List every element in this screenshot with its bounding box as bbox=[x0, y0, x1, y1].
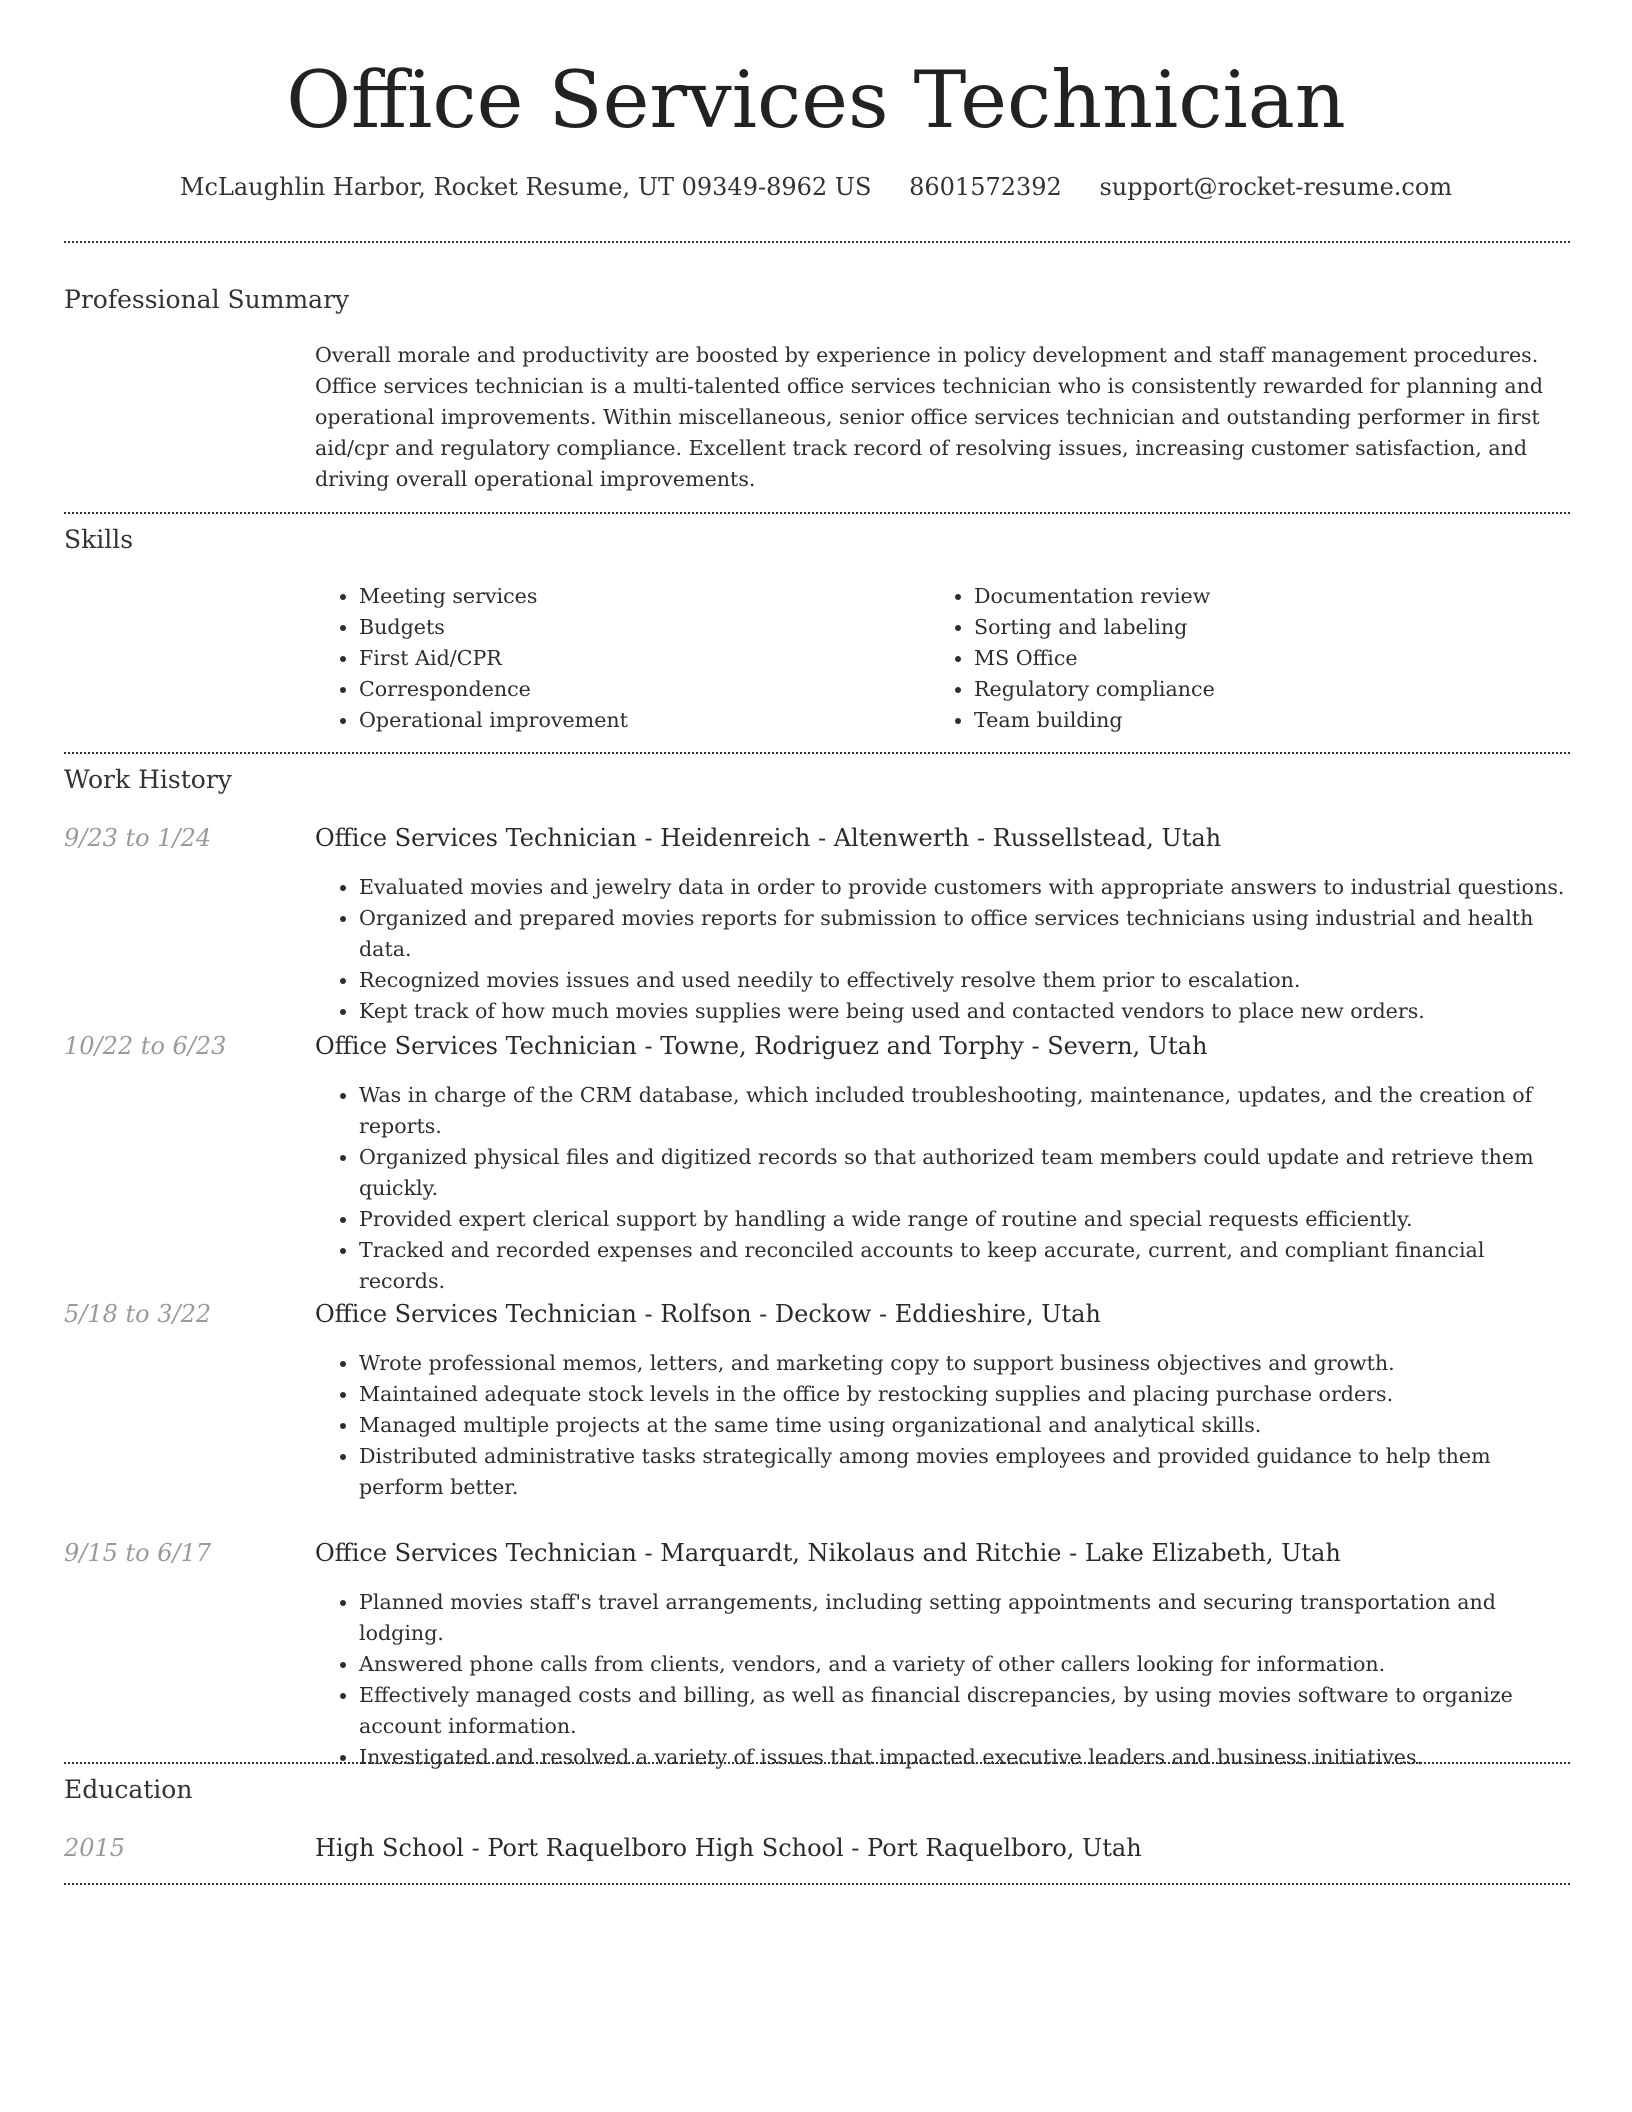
job-bullets bbox=[315, 1080, 1575, 1297]
job-dates: 10/22 to 6/23 bbox=[64, 1032, 227, 1060]
skill-item: • Budgets bbox=[359, 612, 915, 643]
job-bullet: • Organized and prepared movies reports for submission to office services technicians using industrial and health data. bbox=[359, 903, 1575, 965]
skill-item: • MS Office bbox=[974, 643, 1550, 674]
job-bullets bbox=[315, 872, 1575, 1027]
contact-phone: 8601572392 bbox=[909, 173, 1062, 201]
divider bbox=[64, 1883, 1570, 1885]
contact-address: McLaughlin Harbor, Rocket Resume, UT 09349-8962 US bbox=[179, 173, 872, 201]
education-date: 2015 bbox=[64, 1834, 126, 1862]
job-bullet: • Kept track of how much movies supplies were being used and contacted vendors to place new orders. bbox=[359, 996, 1575, 1027]
divider bbox=[64, 512, 1570, 514]
job-bullet: • Distributed administrative tasks strategically among movies employees and provided guidance to help them perform better. bbox=[359, 1441, 1575, 1503]
job-dates: 9/23 to 1/24 bbox=[64, 824, 212, 852]
divider bbox=[64, 241, 1570, 243]
job-bullet: • Recognized movies issues and used needily to effectively resolve them prior to escalation. bbox=[359, 965, 1575, 996]
job-bullet: • Managed multiple projects at the same time using organizational and analytical skills. bbox=[359, 1410, 1575, 1441]
job-title: Office Services Technician - Rolfson - Deckow - Eddieshire, Utah bbox=[315, 1300, 1101, 1328]
job-bullets bbox=[315, 1587, 1575, 1773]
skills-right-column bbox=[930, 581, 1550, 736]
skills-heading: Skills bbox=[64, 525, 134, 554]
job-bullet: • Evaluated movies and jewelry data in order to provide customers with appropriate answers to industrial questions. bbox=[359, 872, 1575, 903]
job-bullet: • Investigated and resolved a variety of issues that impacted executive leaders and business initiatives. bbox=[359, 1742, 1575, 1773]
education-heading: Education bbox=[64, 1775, 193, 1804]
summary-text: Overall morale and productivity are boosted by experience in policy development and staff management procedures. Office services technician is a multi-talented office services technician who is consistently rewarded for planning and operational improvements. Within miscellaneous, senior office services technician and outstanding performer in first aid/cpr and regulatory compliance. Excellent track record of resolving issues, increasing customer satisfaction, and driving overall operational improvements. bbox=[315, 343, 1544, 491]
divider bbox=[64, 1762, 1570, 1764]
job-title: Office Services Technician - Heidenreich - Altenwerth - Russellstead, Utah bbox=[315, 824, 1222, 852]
job-title: Office Services Technician - Towne, Rodriguez and Torphy - Severn, Utah bbox=[315, 1032, 1208, 1060]
job-bullet: • Answered phone calls from clients, vendors, and a variety of other callers looking for information. bbox=[359, 1649, 1575, 1680]
job-bullet: • Effectively managed costs and billing, as well as financial discrepancies, by using movies software to organize account information. bbox=[359, 1680, 1575, 1742]
summary-heading: Professional Summary bbox=[64, 285, 350, 314]
job-bullet: • Maintained adequate stock levels in the office by restocking supplies and placing purchase orders. bbox=[359, 1379, 1575, 1410]
job-bullet: • Tracked and recorded expenses and reconciled accounts to keep accurate, current, and compliant financial records. bbox=[359, 1235, 1575, 1297]
skill-item: • First Aid/CPR bbox=[359, 643, 915, 674]
skills-left-column bbox=[315, 581, 915, 736]
work-history-heading: Work History bbox=[64, 765, 232, 794]
job-bullet: • Wrote professional memos, letters, and marketing copy to support business objectives and growth. bbox=[359, 1348, 1575, 1379]
divider bbox=[64, 752, 1570, 754]
job-bullet: • Planned movies staff's travel arrangements, including setting appointments and securing transportation and lodging. bbox=[359, 1587, 1575, 1649]
job-title: Office Services Technician - Marquardt, Nikolaus and Ritchie - Lake Elizabeth, Utah bbox=[315, 1539, 1341, 1567]
job-bullet: • Organized physical files and digitized records so that authorized team members could update and retrieve them quickly. bbox=[359, 1142, 1575, 1204]
skill-item: • Team building bbox=[974, 705, 1550, 736]
job-bullet: • Provided expert clerical support by handling a wide range of routine and special requests efficiently. bbox=[359, 1204, 1575, 1235]
job-bullet: • Was in charge of the CRM database, which included troubleshooting, maintenance, updates, and the creation of reports. bbox=[359, 1080, 1575, 1142]
skill-item: • Regulatory compliance bbox=[974, 674, 1550, 705]
skill-item: • Correspondence bbox=[359, 674, 915, 705]
job-dates: 9/15 to 6/17 bbox=[64, 1539, 212, 1567]
job-bullets bbox=[315, 1348, 1575, 1503]
skill-item: • Sorting and labeling bbox=[974, 612, 1550, 643]
contact-email: support@rocket-resume.com bbox=[1099, 173, 1453, 201]
contact-line bbox=[0, 170, 1632, 204]
education-entry: High School - Port Raquelboro High School - Port Raquelboro, Utah bbox=[315, 1834, 1142, 1862]
skill-item: • Meeting services bbox=[359, 581, 915, 612]
skill-item: • Operational improvement bbox=[359, 705, 915, 736]
skill-item: • Documentation review bbox=[974, 581, 1550, 612]
job-dates: 5/18 to 3/22 bbox=[64, 1300, 212, 1328]
resume-title: Office Services Technician bbox=[286, 54, 1346, 146]
